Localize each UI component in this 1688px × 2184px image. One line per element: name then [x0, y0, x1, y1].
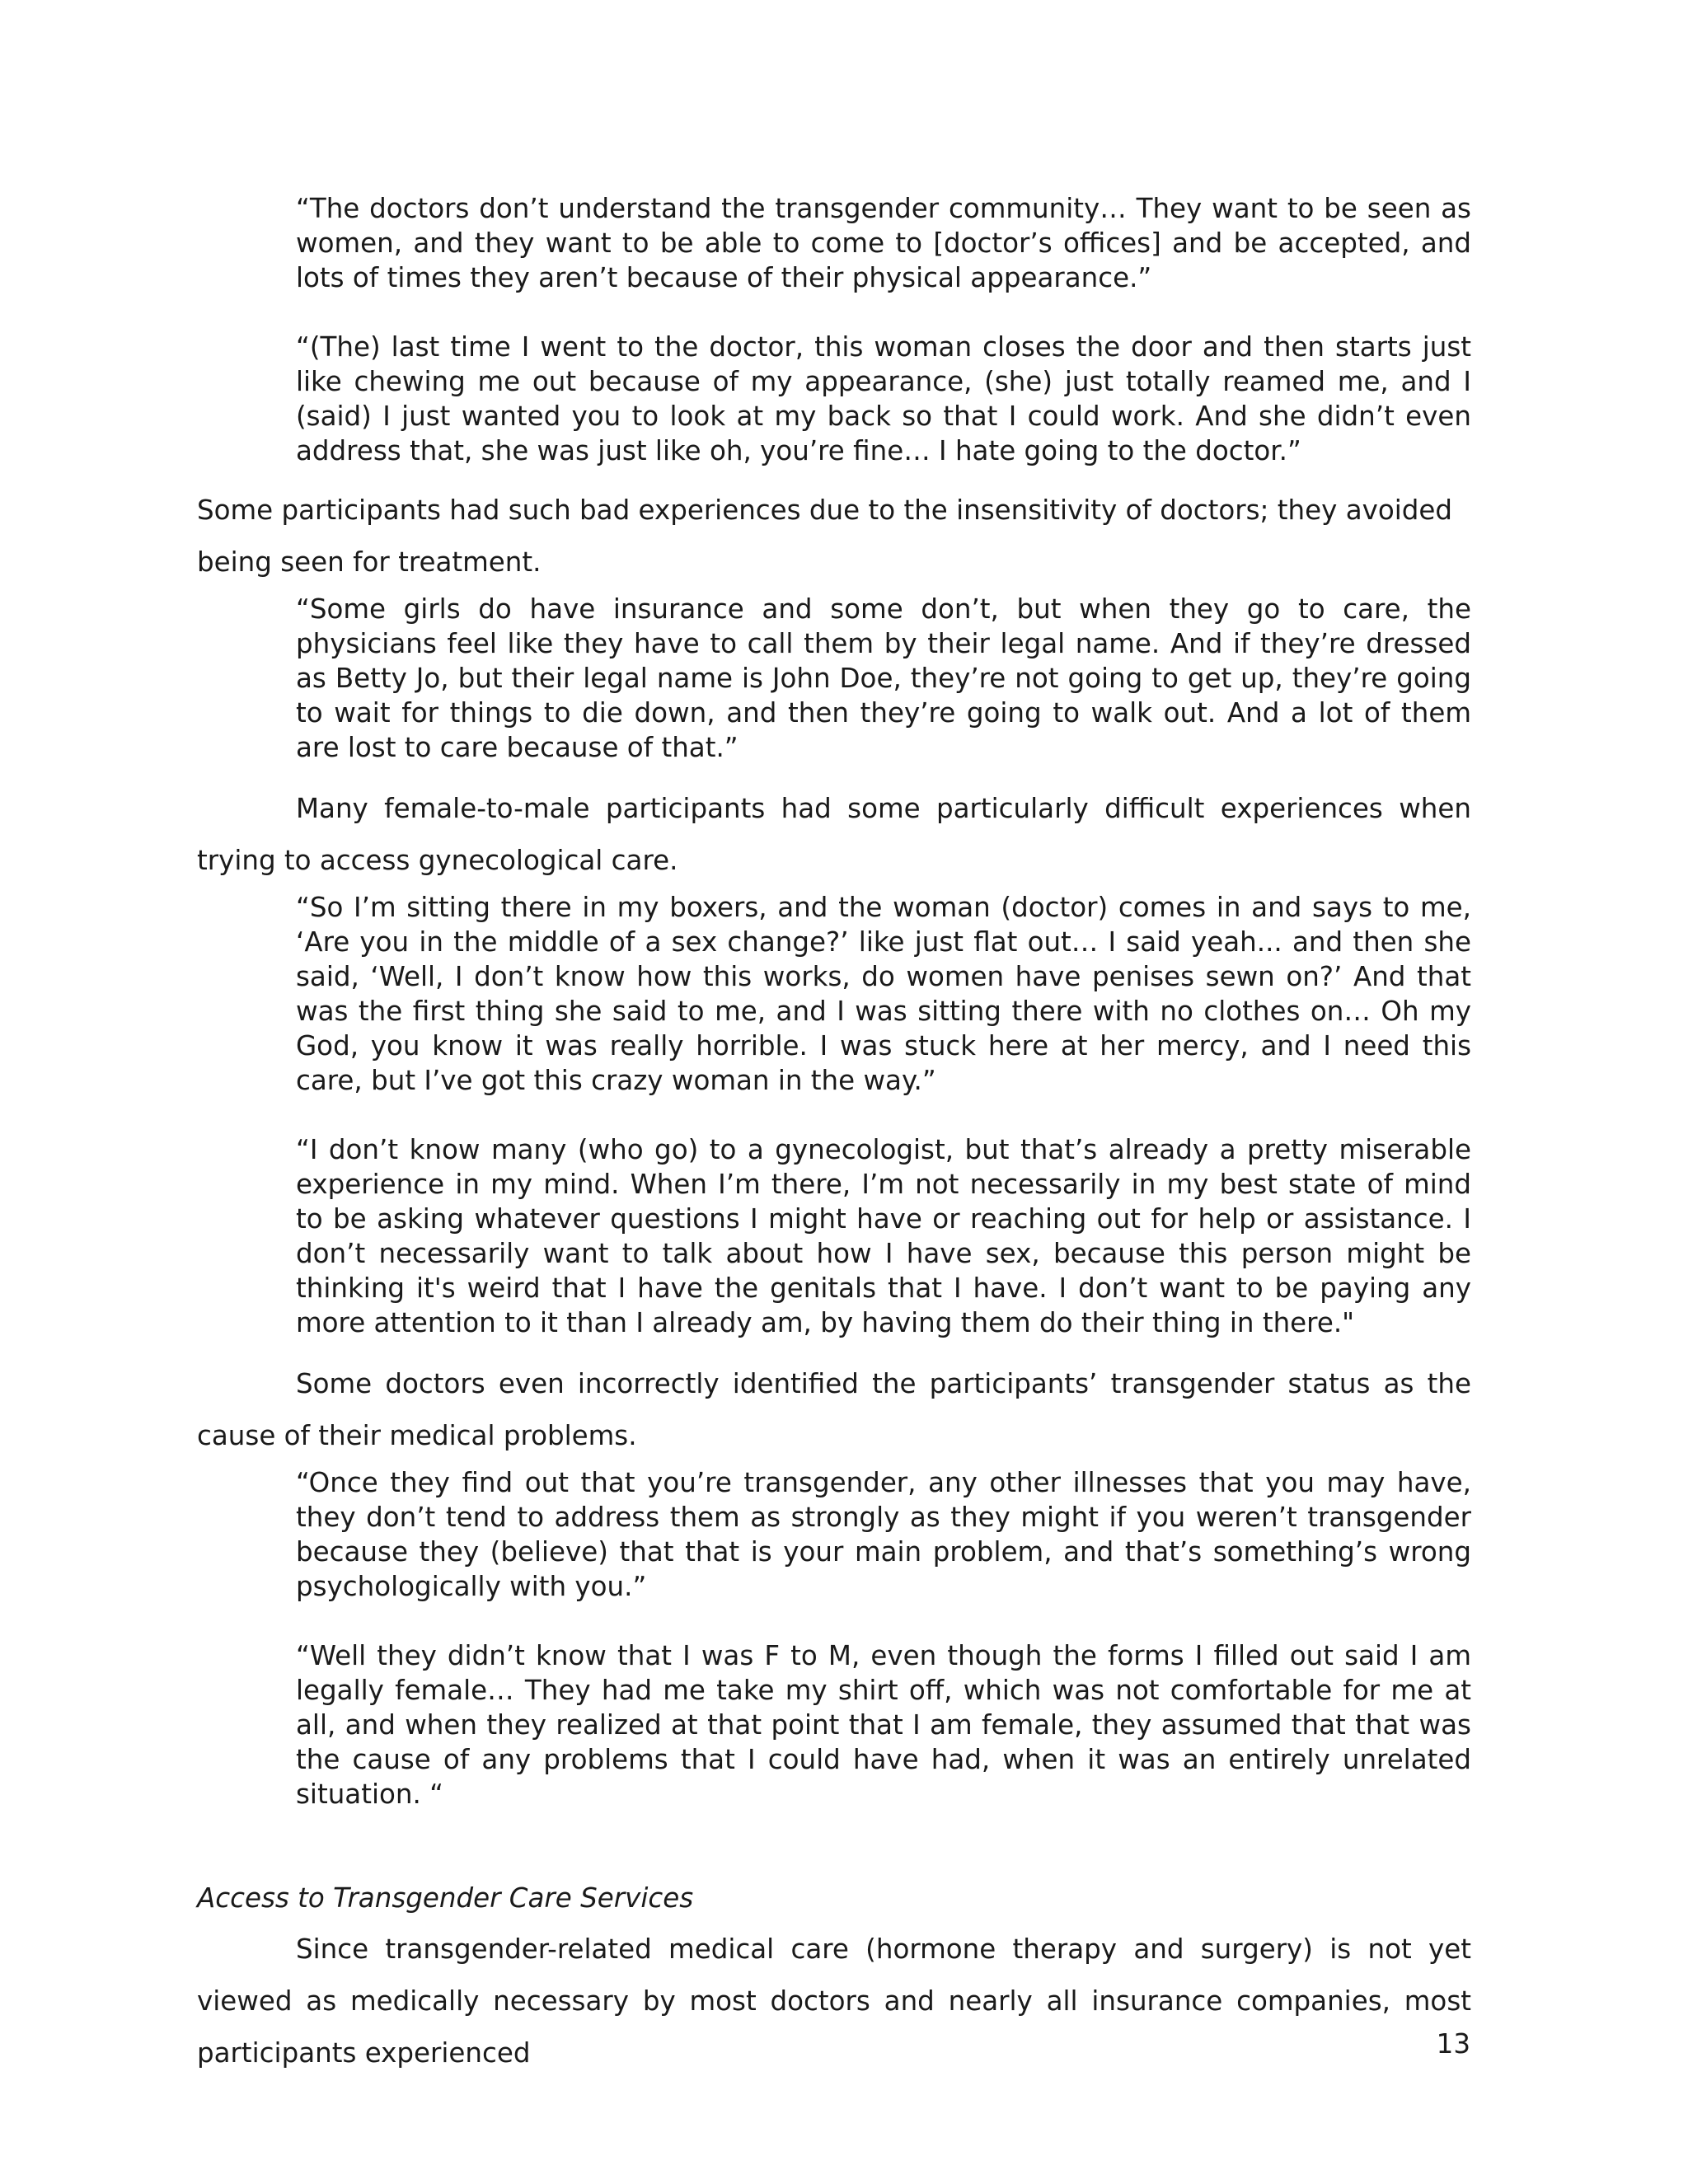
quote-gynecologist-miserable: “I don’t know many (who go) to a gynecologist, but that’s already a pretty miserable experience in my mind. When I’m there, I’m not necessarily in my best state of mind to be asking whatever questions I might have or reaching out for help or assistance. I don’t necessarily want to talk about how I have sex, because this person might be thinking it's weird that I have the genitals that I have. I don’t want to be paying any more attention to it than I already am, by having them do their thing in there."	[296, 1134, 1471, 1338]
paragraph-incorrectly-identified: Some doctors even incorrectly identified the participants’ transgender status as the cause of their medical problems.	[197, 1368, 1471, 1451]
quote-once-they-find-out: “Once they find out that you’re transgender, any other illnesses that you may have, they don’t tend to address them as strongly as they might if you weren’t transgender because they (believe) that that is your main problem, and that’s something’s wrong psychologically with you.”	[296, 1467, 1471, 1602]
quote-legal-name: “Some girls do have insurance and some don’t, but when they go to care, the physicians feel like they have to call them by their legal name. And if they’re dressed as Betty Jo, but their legal name is John Doe, they’re not going to get up, they’re going to wait for things to die down, and then they’re going to walk out. And a lot of them are lost to care because of that.”	[296, 593, 1471, 763]
section-heading-access-transgender-care: Access to Transgender Care Services	[197, 1882, 694, 1914]
quote-last-time-doctor: “(The) last time I went to the doctor, this woman closes the door and then starts just like chewing me out because of my appearance, (she) just totally reamed me, and I (said) I just wanted you to look at my back so that I could work. And she didn’t even address that, she was just like oh, you’re fine… I hate going to the doctor.”	[296, 331, 1471, 466]
paragraph-bad-experiences: Some participants had such bad experiences due to the insensitivity of doctors; they avoided being seen for treatment.	[197, 494, 1453, 578]
quote-doctors-dont-understand: “The doctors don’t understand the transgender community… They want to be seen as women, and they want to be able to come to [doctor’s offices] and be accepted, and lots of times they aren’t because of their physical appearance.”	[296, 193, 1471, 293]
paragraph-ftm-gynecological: Many female-to-male participants had some particularly difficult experiences when trying to access gynecological care.	[197, 793, 1471, 876]
page-content	[197, 191, 1471, 2079]
paragraph-transgender-care-services: Since transgender-related medical care (hormone therapy and surgery) is not yet viewed as medically necessary by most doctors and nearly all insurance companies, most participants experienced	[197, 1933, 1471, 2069]
quote-f-to-m: “Well they didn’t know that I was F to M, even though the forms I filled out said I am legally female… They had me take my shirt off, which was not comfortable for me at all, and when they realized at that point that I am female, they assumed that that was the cause of any problems that I could have had, when it was an entirely unrelated situation. “	[296, 1640, 1471, 1810]
page-number: 13	[1436, 2028, 1470, 2060]
quote-boxers: “So I’m sitting there in my boxers, and the woman (doctor) comes in and says to me, ‘Are you in the middle of a sex change?’ like just flat out… I said yeah... and then she said, ‘Well, I don’t know how this works, do women have penises sewn on?’ And that was the first thing she said to me, and I was sitting there with no clothes on… Oh my God, you know it was really horrible. I was stuck here at her mercy, and I need this care, but I’ve got this crazy woman in the way.”	[296, 892, 1471, 1096]
